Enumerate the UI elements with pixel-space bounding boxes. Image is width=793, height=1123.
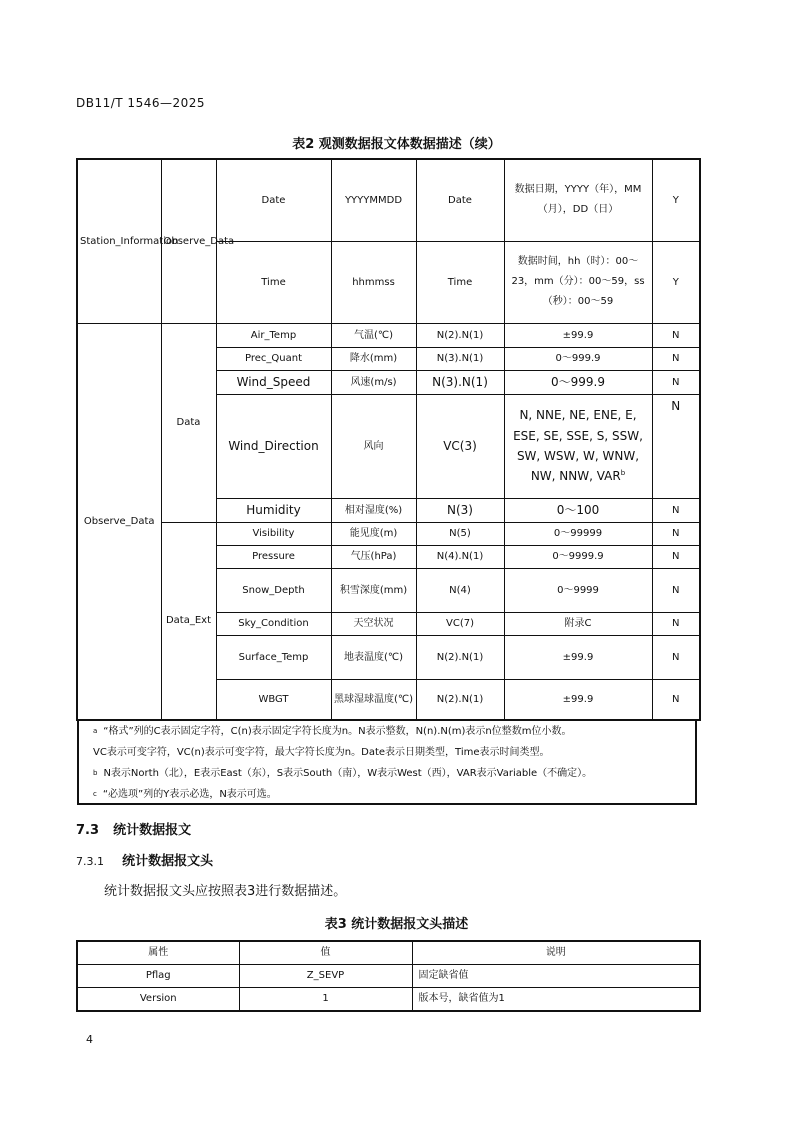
attr-cell: Pflag xyxy=(77,965,239,988)
subsection-heading xyxy=(76,850,213,869)
field-range: ±99.9 xyxy=(504,679,652,720)
field-format: N(3) xyxy=(416,498,504,522)
field-name: Visibility xyxy=(216,522,331,545)
footnote-marker: b xyxy=(620,469,626,478)
group1-level1: Station_Information xyxy=(77,159,161,323)
observation-data-table xyxy=(76,158,701,721)
field-required: Y xyxy=(652,241,700,323)
column-header: 说明 xyxy=(412,941,700,965)
group2-sub-data: Data xyxy=(161,323,216,522)
group1-level2: Observe_Data xyxy=(161,159,216,323)
section-title: 统计数据报文 xyxy=(113,823,192,838)
field-format: N(3).N(1) xyxy=(416,370,504,394)
subsection-title: 统计数据报文头 xyxy=(122,854,214,869)
desc-cell: 固定缺省值 xyxy=(412,965,700,988)
field-required: N xyxy=(652,612,700,635)
table3-caption: 表3 统计数据报文头描述 xyxy=(324,917,469,932)
footnote-text: VC表示可变字符，VC(n)表示可变字符，最大字符长度为n。Date表示日期类型，Time表示时间类型。 xyxy=(93,747,550,758)
page-number: 4 xyxy=(86,1033,93,1046)
field-range: ±99.9 xyxy=(504,635,652,679)
field-format: N(2).N(1) xyxy=(416,323,504,347)
field-type: Time xyxy=(416,241,504,323)
document-code: DB11/T 1546—2025 xyxy=(76,96,206,110)
footnote-text: “格式”列的C表示固定字符，C(n)表示固定字符长度为n。N表示整数，N(n).N(m)表示n位整数m位小数。 xyxy=(103,726,572,737)
desc-cell: 版本号，缺省值为1 xyxy=(412,988,700,1012)
field-format: VC(7) xyxy=(416,612,504,635)
subsection-number: 7.3.1 xyxy=(76,855,104,868)
body-paragraph: 统计数据报文头应按照表3进行数据描述。 xyxy=(104,884,347,899)
field-cn: 降水(mm) xyxy=(331,347,416,370)
field-format: N(5) xyxy=(416,522,504,545)
field-name: Humidity xyxy=(216,498,331,522)
footnote xyxy=(79,784,695,805)
field-range: 0～99999 xyxy=(504,522,652,545)
value-cell: Z_SEVP xyxy=(239,965,412,988)
field-range: 0～9999.9 xyxy=(504,545,652,568)
field-format: N(4).N(1) xyxy=(416,545,504,568)
field-range: 0～999.9 xyxy=(504,347,652,370)
table2-footnotes xyxy=(77,721,697,805)
field-range: 0～999.9 xyxy=(504,370,652,394)
field-required: N xyxy=(652,545,700,568)
field-format: N(2).N(1) xyxy=(416,679,504,720)
column-header: 属性 xyxy=(77,941,239,965)
field-required: N xyxy=(652,347,700,370)
footnote-text: N表示North（北），E表示East（东），S表示South（南），W表示West（西），VAR表示Variable（不确定）。 xyxy=(103,768,593,779)
field-format: YYYYMMDD xyxy=(331,159,416,241)
field-required: N xyxy=(652,394,700,498)
field-name: Snow_Depth xyxy=(216,568,331,612)
field-cn: 相对湿度(%) xyxy=(331,498,416,522)
field-range: 0～100 xyxy=(504,498,652,522)
field-format: N(4) xyxy=(416,568,504,612)
field-required: N xyxy=(652,522,700,545)
field-format: hhmmss xyxy=(331,241,416,323)
field-name: Date xyxy=(216,159,331,241)
field-cn: 积雪深度(mm) xyxy=(331,568,416,612)
field-cn: 能见度(m) xyxy=(331,522,416,545)
field-range xyxy=(504,394,652,498)
footnote xyxy=(79,763,695,784)
field-required: N xyxy=(652,323,700,347)
section-number: 7.3 xyxy=(76,823,100,838)
wind-direction-values: N, NNE, NE, ENE, E, ESE, SE, SSE, S, SSW, SW, WSW, W, WNW, NW, NNW, VAR xyxy=(513,408,643,484)
field-name: WBGT xyxy=(216,679,331,720)
field-name: Air_Temp xyxy=(216,323,331,347)
field-name: Sky_Condition xyxy=(216,612,331,635)
field-range: 0～9999 xyxy=(504,568,652,612)
footnote-text: “必选项”列的Y表示必选，N表示可选。 xyxy=(102,789,277,800)
footnote-mark: c xyxy=(93,790,97,798)
field-cn: 气温(℃) xyxy=(331,323,416,347)
field-format: N(3).N(1) xyxy=(416,347,504,370)
field-name: Wind_Direction xyxy=(216,394,331,498)
field-cn: 天空状况 xyxy=(331,612,416,635)
field-required: N xyxy=(652,635,700,679)
field-cn: 地表温度(℃) xyxy=(331,635,416,679)
value-cell: 1 xyxy=(239,988,412,1012)
field-required: N xyxy=(652,370,700,394)
field-required: N xyxy=(652,498,700,522)
footnote xyxy=(79,721,695,742)
field-desc: 数据日期，YYYY（年），MM（月），DD（日） xyxy=(504,159,652,241)
field-format: VC(3) xyxy=(416,394,504,498)
field-range: 附录C xyxy=(504,612,652,635)
stat-header-table xyxy=(76,940,701,1012)
field-name: Prec_Quant xyxy=(216,347,331,370)
column-header: 值 xyxy=(239,941,412,965)
field-type: Date xyxy=(416,159,504,241)
field-cn: 风速(m/s) xyxy=(331,370,416,394)
field-name: Time xyxy=(216,241,331,323)
field-cn: 气压(hPa) xyxy=(331,545,416,568)
field-cn: 黑球湿球温度(℃) xyxy=(331,679,416,720)
table2-caption: 表2 观测数据报文体数据描述（续） xyxy=(292,137,501,152)
field-required: Y xyxy=(652,159,700,241)
footnote-mark: a xyxy=(93,727,98,735)
field-desc: 数据时间，hh（时）：00～23，mm（分）：00～59，ss（秒）：00～59 xyxy=(504,241,652,323)
footnote-mark: b xyxy=(93,769,98,777)
field-name: Pressure xyxy=(216,545,331,568)
section-heading xyxy=(76,819,191,838)
group2-sub-data-ext: Data_Ext xyxy=(161,522,216,720)
field-format: N(2).N(1) xyxy=(416,635,504,679)
field-range: ±99.9 xyxy=(504,323,652,347)
field-cn: 风向 xyxy=(331,394,416,498)
field-name: Wind_Speed xyxy=(216,370,331,394)
field-required: N xyxy=(652,679,700,720)
field-required: N xyxy=(652,568,700,612)
attr-cell: Version xyxy=(77,988,239,1012)
field-name: Surface_Temp xyxy=(216,635,331,679)
footnote xyxy=(79,742,695,763)
group2-level1: Observe_Data xyxy=(77,323,161,720)
